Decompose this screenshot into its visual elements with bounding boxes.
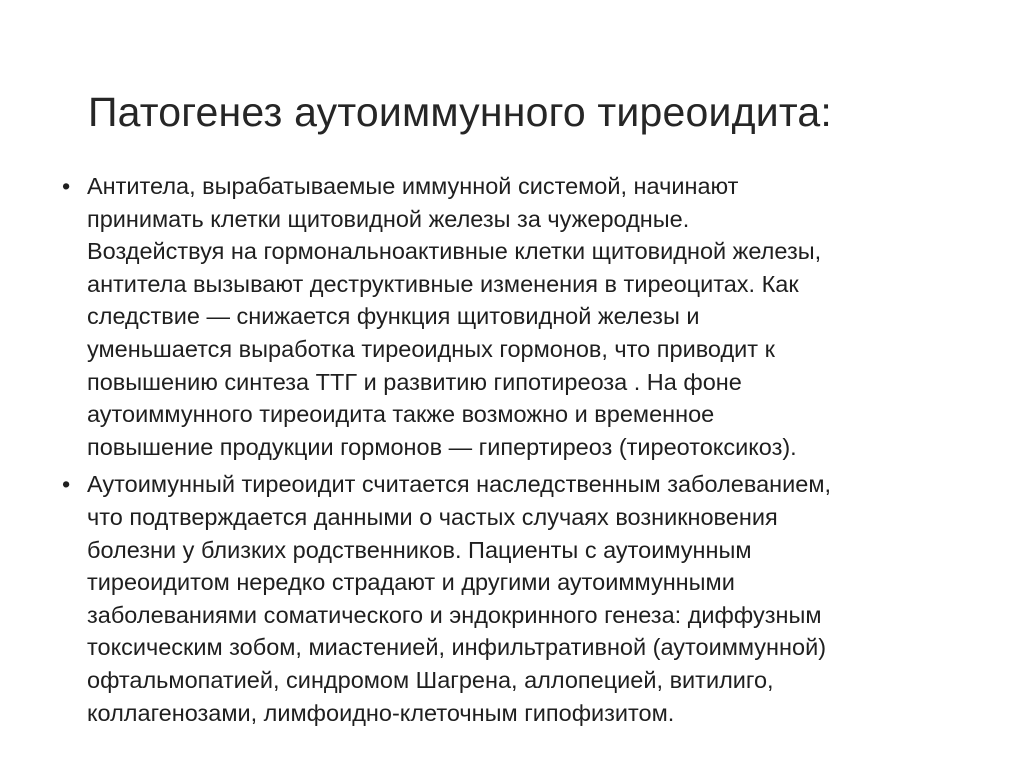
bullet-list xyxy=(62,170,962,734)
bullet-item-pathogenesis xyxy=(62,170,962,463)
bullet-item-heredity xyxy=(62,468,962,729)
bullet-text-line: принимать клетки щитовидной железы за чужеродные. xyxy=(87,205,690,232)
bullet-text-line: что подтверждается данными о частых случаях возникновения xyxy=(87,503,778,530)
bullet-text-line: антитела вызывают деструктивные изменения в тиреоцитах. Как xyxy=(87,270,799,297)
bullet-text-line: токсическим зобом, миастенией, инфильтративной (аутоиммунной) xyxy=(87,634,827,661)
bullet-dot-icon: • xyxy=(62,173,71,199)
bullet-text-line: уменьшается выработка тиреоидных гормонов, что приводит к xyxy=(87,335,775,362)
bullet-text-line: повышение продукции гормонов — гипертиреоз (тиреотоксикоз). xyxy=(87,433,797,460)
bullet-text-line: тиреоидитом нередко страдают и другими аутоиммунными xyxy=(87,569,735,596)
slide-title: Патогенез аутоиммунного тиреоидита: xyxy=(88,89,832,135)
bullet-text-line: офтальмопатией, синдромом Шагрена, аллопецией, витилиго, xyxy=(87,666,774,693)
bullet-text-line: Антитела, вырабатываемые иммунной системой, начинают xyxy=(87,173,739,199)
bullet-dot-icon: • xyxy=(62,471,71,498)
bullet-text-line: заболеваниями соматического и эндокринного генеза: диффузным xyxy=(87,601,822,628)
bullet-text-line: болезни у близких родственников. Пациенты с аутоимунным xyxy=(87,536,752,563)
bullet-text-line: Аутоимунный тиреоидит считается наследственным заболеванием, xyxy=(87,471,832,498)
bullet-text-line: следствие — снижается функция щитовидной железы и xyxy=(87,303,700,330)
bullet-text-line: аутоиммунного тиреоидита также возможно и временное xyxy=(87,401,715,428)
bullet-text-line: повышению синтеза ТТГ и развитию гипотиреоза . На фоне xyxy=(87,368,742,395)
bullet-text-line: Воздействуя на гормональноактивные клетки щитовидной железы, xyxy=(87,238,822,265)
bullet-text-line: коллагенозами, лимфоидно-клеточным гипофизитом. xyxy=(87,699,675,726)
